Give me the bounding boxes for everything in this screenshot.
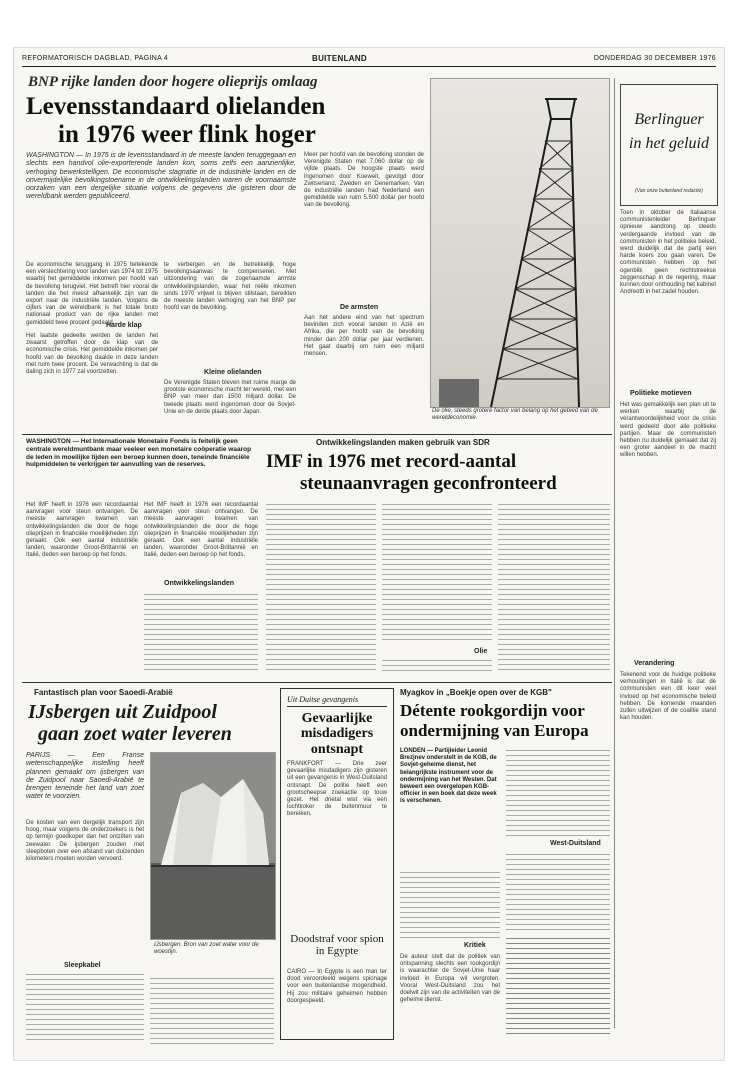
imf-headline-2: steunaanvragen geconfronteerd bbox=[300, 473, 557, 494]
imf-text-col1: Het IMF heeft in 1976 een recordaantal aanvragen voor steun ontvangen. De meeste aanvragen kwamen van ontwikkelingslanden die door de hoge olieprijzen in financiële moeilijkheden zijn geraakt. Ook een aantal industriële landen, waaronder Groot-Brittannië en Italië, deden een beroep op het fonds. bbox=[26, 502, 138, 559]
imf-top-rule bbox=[22, 434, 612, 435]
imf-headline-1: IMF in 1976 met record-aantal bbox=[266, 451, 517, 472]
top-story-col3-sub: De armsten bbox=[340, 304, 379, 311]
saudi-text-lines bbox=[26, 974, 144, 1044]
saudi-sub: Sleepkabel bbox=[64, 962, 101, 969]
top-story-col1-text2: Het laatste gedeelte werden de landen het zwaarst getroffen door de klap van de economische crisis. Het gemiddelde inkomen per hoofd van de bevolking daalde in deze landen met ruim twee procent. De verwachting is dat de daling zich in 1977 zal voortzetten. bbox=[26, 333, 158, 375]
spy-text: CAIRO — In Egypte is een man ter dood veroordeeld wegens spionage voor een buitenlandse mogendheid. Hij zou militaire geheimen hebben doorgespeeld. bbox=[287, 969, 387, 1004]
top-story-col2-text: te verbergen en de betrekkelijk hoge bevolkingsaanwas te compenseren. Met uitzondering van de zogenaamde armste ontwikkelingslanden, waar het reële inkomen sinds 1970 vrijwel is blijven stilstaan, bereikten de meeste landen verhoging van het BNP per hoofd van de bevolking. bbox=[164, 262, 296, 312]
top-story-lead: WASHINGTON — In 1975 is de levensstandaard in de meeste landen teruggegaan en slechts een handvol olie-exporterende landen kon, soms zelfs een aanzienlijke, verhoging bewerkstelligen. De economische stagnatie in de industriële landen en de onvermijdelijke bevolkingstoename in de ontwikkelingslanden waren de voornaamste oorzaken van een dergelijke situatie volgens de gegevens die gisteren door de wereldbank werden gepubliceerd. bbox=[26, 152, 296, 201]
kgb-col2-lines-b bbox=[506, 854, 610, 934]
side-column-sub2: Verandering bbox=[634, 660, 675, 667]
saudi-kicker: Fantastisch plan voor Saoedi-Arabië bbox=[34, 688, 173, 697]
top-story-col1-text: De economische teruggang in 1975 betekende een verslechtering voor landen van 1974 tot 1975 waarbij het gemiddelde inkomen per hoofd van de bevolking terugviel. Het betreft hier vooral de landen die het meest afhankelijk zijn van de export naar de industriële landen. Volgens de cijfers van de wereldbank is het totale bruto nationaal product van de rijke landen met gemiddeld twee procent gedaald. bbox=[26, 262, 158, 326]
masthead bbox=[22, 54, 716, 67]
spy-headline: Doodstraf voor spion in Egypte bbox=[290, 933, 384, 958]
side-headline-2: in het geluid bbox=[629, 135, 709, 152]
kgb-text: De auteur stelt dat de politiek van ontspanning slechts een rookgordijn is waarachter de Sovjet-Unie haar invloed in Europa wil vergroten. Vooral West-Duitsland zou het doelwit zijn van de activiteiten van de geheime dienst. bbox=[400, 954, 500, 1004]
imf-text-col4-lines bbox=[382, 504, 492, 644]
detention-story-box bbox=[280, 688, 394, 1040]
side-column-text2: Het was gemakkelijk een plan uit te werken waarbij de verantwoordelijkheid voor de crisis werd gedeeld door alle politieke partijen. Maar de communisten hebben nu duidelijk gemaakt dat zij een groter aandeel in de macht willen hebben. bbox=[620, 402, 716, 459]
saudi-text-col2-lines bbox=[150, 978, 274, 1044]
newspaper-page bbox=[14, 48, 724, 1060]
top-story-col3-text2: Aan het andere eind van het spectrum bevinden zich vooral landen in Azië en Afrika, die per hoofd van de bevolking minder dan 200 dollar per jaar verdienen. Het gaat daarbij om ruim een miljard mensen. bbox=[304, 315, 424, 357]
kgb-kicker: Myagkov in „Boekje open over de KGB" bbox=[400, 688, 552, 697]
kgb-col1-lines bbox=[400, 872, 500, 940]
section-title: BUITENLAND bbox=[312, 54, 367, 63]
saudi-headline-2: gaan zoet water leveren bbox=[38, 723, 232, 745]
imf-text-col2: Het IMF heeft in 1976 een recordaantal aanvragen voor steun ontvangen. De meeste aanvragen kwamen van ontwikkelingslanden die door de hoge olieprijzen in financiële moeilijkheden zijn geraakt. Ook een aantal industriële landen, waaronder Groot-Brittannië en Italië, deden een beroep op het fonds. bbox=[144, 502, 258, 559]
iceberg-photo bbox=[150, 752, 276, 940]
detention-text: FRANKFORT — Drie zeer gevaarlijke misdadigers zijn gisteren uit een gevangenis in West-Duitsland ontsnapt. De politie heeft een grootscheepse zoekactie op touw gezet. Het drietal wist via een luchtkoker de buitenmuur te bereiken. bbox=[287, 761, 387, 818]
side-column-header-box bbox=[620, 84, 718, 206]
oil-photo-caption: De olie, steeds grotere factor van belang op het gebied van de wereldeconomie. bbox=[432, 408, 598, 421]
side-headline-1: Berlinguer bbox=[634, 111, 704, 128]
top-story-col1-sub: Harde klap bbox=[106, 322, 142, 329]
iceberg-photo-caption: IJsbergen. Bron van zoet water voor de woestijn. bbox=[154, 942, 259, 955]
top-story-headline-2: in 1976 weer flink hoger bbox=[58, 121, 316, 148]
kgb-lead: LONDEN — Partijleider Leonid Brezjnev onderstelt in de KGB, de Sovjet-geheime dienst, het belangrijkste instrument voor de ondermijning van het Westen. Dat beweert een overgelopen KGB-officier in een boek dat deze week is verschenen. bbox=[400, 748, 497, 805]
kgb-sub1: Kritiek bbox=[464, 942, 486, 949]
kgb-headline-2: ondermijning van Europa bbox=[400, 721, 589, 740]
top-story-col2-sub: Kleine olielanden bbox=[204, 369, 262, 376]
imf-sub2: Olie bbox=[474, 648, 488, 655]
imf-text-col4-end-lines bbox=[382, 660, 492, 674]
detention-label: Uit Duitse gevangenis bbox=[287, 695, 387, 707]
saudi-headline-1: IJsbergen uit Zuidpool bbox=[28, 701, 217, 723]
bottom-section-rule bbox=[22, 682, 612, 683]
saudi-text: De kosten van een dergelijk transport zijn hoog, maar volgens de onderzoekers is het op termijn goedkoper dan het ontzilten van zeewater. De ijsbergen zouden met sleepboten over een afstand van duizenden kilometers moeten worden vervoerd. bbox=[26, 820, 144, 862]
imf-text-col3-lines bbox=[266, 504, 376, 670]
detention-headline: Gevaarlijke misdadigers ontsnapt bbox=[300, 711, 374, 757]
saudi-lead: PARIJS — Een Franse wetenschappelijke instelling heeft plannen gemaakt om ijsbergen van de Zuidpool naar Saoedi-Arabië te brengen teneinde het land van zoet water te voorzien. bbox=[26, 752, 144, 801]
top-story-headline-1: Levensstandaard olielanden bbox=[26, 93, 326, 120]
imf-lead: WASHINGTON — Het Internationale Monetaire Fonds is feitelijk geen centrale wereldmuntbank maar veeleer een monetaire coöperatie waarop de leden in moeilijke tijden een beroep kunnen doen, teneinde financiële hulpmiddelen te verkrijgen ter aanvulling van de reserves. bbox=[26, 438, 252, 469]
top-story-kicker: BNP rijke landen door hogere olieprijs omlaag bbox=[28, 74, 318, 90]
oil-derrick-illustration bbox=[431, 79, 609, 407]
paper-name: REFORMATORISCH DAGBLAD, PAGINA 4 bbox=[22, 55, 169, 62]
issue-date: DONDERDAG 30 DECEMBER 1976 bbox=[593, 55, 716, 62]
kgb-headline-1: Détente rookgordijn voor bbox=[400, 701, 585, 720]
imf-sub1: Ontwikkelingslanden bbox=[164, 580, 235, 587]
imf-text-col5-lines bbox=[498, 504, 610, 674]
kgb-col2-lines-c bbox=[506, 938, 610, 1038]
oil-derrick-photo bbox=[430, 78, 610, 408]
side-column-divider bbox=[614, 78, 615, 1028]
imf-kicker: Ontwikkelingslanden maken gebruik van SDR bbox=[316, 438, 490, 447]
kgb-col2-lines bbox=[506, 750, 610, 836]
side-byline: (Van onze buitenland redactie) bbox=[635, 188, 703, 194]
imf-text-col2-lines bbox=[144, 594, 258, 670]
side-column-sub1: Politieke motieven bbox=[630, 390, 692, 397]
iceberg-illustration bbox=[151, 753, 275, 939]
kgb-sub2: West-Duitsland bbox=[550, 840, 601, 847]
top-story-col2-text2: De Verenigde Staten bleven met ruime marge de grootste economische macht ter wereld, met een BNP van meer dan 1500 miljard dollar. De tweede plaats werd ingenomen door de Sovjet-Unie en de derde plaats door Japan. bbox=[164, 380, 296, 415]
side-column-text3: Tekenend voor de huidige politieke verhoudingen in Italië is dat de communisten een dit keer veel invloed op het economische beleid hebben. De komende maanden zullen uitwijzen of de coalitie stand kan houden. bbox=[620, 672, 716, 722]
top-story-col3-text: Meer per hoofd van de bevolking stonden de Verenigde Staten met 7.060 dollar op de vijfde plaats. De hoogste plaats werd ingenomen door Koeweit, gevolgd door Zwitserland, Zweden en Denemarken. Van de industriële landen had Nederland een gemiddelde van ruim 5.500 dollar per hoofd van de bevolking. bbox=[304, 152, 424, 209]
side-column-text: Toen in oktober de Italiaanse communistenleider Berlinguer opnieuw aandrong op steeds verdergaande invloed van de communisten in het politieke beleid, werd duidelijk dat de partij een harde koers zou gaan varen. De communisten hebben op het ogenblik geen rechtstreekse zeggenschap in de regering, maar kunnen door onthouding het kabinet Andreotti in het zadel houden. bbox=[620, 210, 716, 296]
